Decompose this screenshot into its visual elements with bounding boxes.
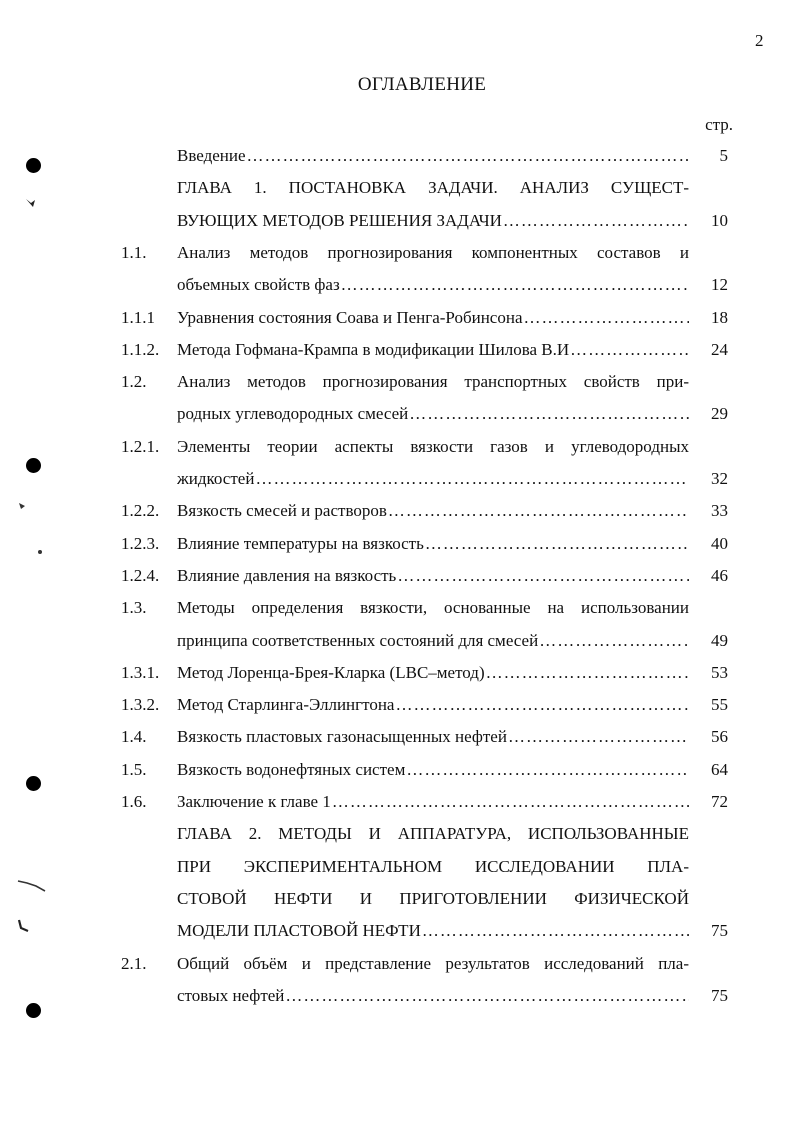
toc-entry-title: ГЛАВА 1. ПОСТАНОВКА ЗАДАЧИ. АНАЛИЗ СУЩЕСТ- — [177, 178, 689, 198]
toc-entry-title: Общий объём и представление результатов исследований пла- — [177, 953, 689, 973]
toc-section-number: 1.2. — [121, 372, 147, 392]
toc-entry-title: родных углеводородных смесей ………………………………………………………………………………………………………………………………………………………………… — [177, 402, 689, 426]
toc-page-number: 12 — [711, 275, 728, 295]
toc-entry-line — [0, 241, 796, 265]
toc-entry-line — [0, 564, 796, 588]
toc-dot-leader — [409, 402, 689, 426]
toc-entry-line — [0, 855, 796, 879]
toc-entry-title: принципа соответственных состояний для смесей ………………………………………………………………………………………………………………………………………………………………… — [177, 629, 689, 653]
toc-entry-line — [0, 370, 796, 394]
toc-dot-leader — [332, 790, 689, 814]
toc-page-number: 72 — [711, 792, 728, 811]
page-title: ОГЛАВЛЕНИЕ — [357, 74, 487, 95]
toc-section-number: 1.3.1. — [121, 662, 160, 682]
toc-section-number: 2.1. — [121, 953, 147, 973]
toc-entry-line — [0, 499, 796, 523]
toc-page-number: 56 — [711, 727, 728, 747]
toc-entry-line — [0, 758, 796, 782]
toc-entry-line — [0, 306, 796, 330]
toc-section-number: 1.2.1. — [121, 436, 160, 456]
toc-entry-title: жидкостей ………………………………………………………………………………………………………………………………………………………………… — [177, 467, 689, 491]
toc-dot-leader — [388, 499, 689, 523]
page-number: 2 — [755, 31, 764, 50]
toc-dot-leader — [503, 209, 689, 233]
toc-entry-title: Вязкость смесей и растворов ………………………………………………………………………………………………………………………………………………………………… — [177, 499, 689, 523]
toc-page-number: 53 — [711, 662, 728, 682]
toc-entry-line — [0, 919, 796, 943]
toc-section-number: 1.1.1 — [121, 307, 155, 327]
toc-entry-line — [0, 887, 796, 911]
toc-section-number: 1.2.3. — [121, 533, 160, 553]
toc-entry-line — [0, 176, 796, 200]
page-column-header: стр. — [705, 115, 733, 134]
toc-entry-line — [0, 209, 796, 233]
toc-entry-line — [0, 661, 796, 685]
scan-speck-mark — [36, 548, 44, 556]
toc-entry-title: Вязкость пластовых газонасыщенных нефтей ………………………………………………………………………………………………………………………………………………………………… — [177, 725, 689, 749]
toc-page-number: 5 — [719, 146, 728, 165]
toc-dot-leader — [341, 273, 689, 297]
toc-entry-line — [0, 822, 796, 846]
toc-entry-title: СТОВОЙ НЕФТИ И ПРИГОТОВЛЕНИИ ФИЗИЧЕСКОЙ — [177, 888, 689, 908]
toc-section-number: 1.3. — [121, 598, 147, 618]
toc-entry-title: Влияние давления на вязкость ………………………………………………………………………………………………………………………………………………………………… — [177, 564, 689, 588]
punch-hole-mark — [26, 458, 41, 473]
toc-entry-title: объемных свойств фаз ………………………………………………………………………………………………………………………………………………………………… — [177, 273, 689, 297]
punch-hole-mark — [26, 1003, 41, 1018]
toc-dot-leader — [285, 984, 689, 1008]
toc-page-number: 29 — [711, 404, 728, 424]
toc-page-number: 32 — [711, 469, 728, 488]
toc-dot-leader — [539, 629, 689, 653]
toc-page-number: 24 — [711, 339, 728, 359]
toc-entry-title: Заключение к главе 1 ………………………………………………………………………………………………………………………………………………………………… — [177, 790, 689, 814]
toc-entry-title: стовых нефтей ………………………………………………………………………………………………………………………………………………………………… — [177, 984, 689, 1008]
toc-entry-line — [0, 629, 796, 653]
toc-entry-line — [0, 402, 796, 426]
toc-page-number: 75 — [711, 985, 728, 1005]
toc-section-number: 1.1. — [121, 242, 147, 262]
toc-dot-leader — [422, 919, 689, 943]
toc-entry-title: Элементы теории аспекты вязкости газов и углеводородных — [177, 436, 689, 456]
toc-entry-title: Вязкость водонефтяных систем ………………………………………………………………………………………………………………………………………………………………… — [177, 758, 689, 782]
toc-dot-leader — [508, 725, 689, 749]
toc-page-number: 64 — [711, 759, 728, 779]
toc-page-number: 33 — [711, 501, 728, 521]
toc-dot-leader — [570, 338, 689, 362]
toc-entry-line — [0, 725, 796, 749]
toc-page-number: 18 — [711, 307, 728, 327]
toc-entry-line — [0, 693, 796, 717]
toc-dot-leader — [486, 661, 689, 685]
toc-entry-title: ПРИ ЭКСПЕРИМЕНТАЛЬНОМ ИССЛЕДОВАНИИ ПЛА- — [177, 856, 689, 876]
toc-section-number: 1.4. — [121, 727, 147, 747]
toc-dot-leader — [397, 564, 689, 588]
toc-entry-title: ГЛАВА 2. МЕТОДЫ И АППАРАТУРА, ИСПОЛЬЗОВАННЫЕ — [177, 824, 689, 844]
toc-entry-title: Уравнения состояния Соава и Пенга-Робинсона ………………………………………………………………………………………………………………………………………………………………… — [177, 306, 689, 330]
toc-entry-line — [0, 435, 796, 459]
toc-dot-leader — [425, 532, 689, 556]
scan-speck-mark — [17, 500, 31, 512]
toc-entry-title: Метод Лоренца-Брея-Кларка (LBC–метод) ………………………………………………………………………………………………………………………………………………………………… — [177, 661, 689, 685]
toc-entry-line — [0, 984, 796, 1008]
toc-entry-line — [0, 338, 796, 362]
toc-entry-line — [0, 532, 796, 556]
toc-page-number: 75 — [711, 921, 728, 941]
punch-hole-mark — [26, 158, 41, 173]
scan-speck-mark — [17, 878, 47, 894]
toc-page-number: 40 — [711, 533, 728, 553]
toc-page-number: 49 — [711, 630, 728, 650]
toc-dot-leader — [406, 758, 689, 782]
toc-entry-line — [0, 596, 796, 620]
scan-speck-mark — [25, 196, 39, 210]
toc-entry-title: Анализ методов прогнозирования компонентных составов и — [177, 242, 689, 262]
toc-entry-line — [0, 144, 796, 168]
toc-entry-line — [0, 790, 796, 814]
toc-entry-title: Анализ методов прогнозирования транспортных свойств при- — [177, 372, 689, 392]
toc-section-number: 1.3.2. — [121, 695, 160, 715]
toc-entry-title: Влияние температуры на вязкость ………………………………………………………………………………………………………………………………………………………………… — [177, 532, 689, 556]
toc-page-number: 55 — [711, 695, 728, 715]
toc-section-number: 1.6. — [121, 792, 147, 811]
toc-entry-line — [0, 467, 796, 491]
toc-entry-title: Введение ………………………………………………………………………………………………………………………………………………………………… — [177, 144, 689, 168]
toc-entry-title: Метод Старлинга-Эллингтона ………………………………………………………………………………………………………………………………………………………………… — [177, 693, 689, 717]
punch-hole-mark — [26, 776, 41, 791]
toc-dot-leader — [255, 467, 689, 491]
toc-entry-title: ВУЮЩИХ МЕТОДОВ РЕШЕНИЯ ЗАДАЧИ ………………………………………………………………………………………………………………………………………………………………… — [177, 209, 689, 233]
toc-section-number: 1.2.4. — [121, 565, 160, 585]
toc-section-number: 1.5. — [121, 759, 147, 779]
toc-page-number: 46 — [711, 565, 728, 585]
toc-section-number: 1.2.2. — [121, 501, 160, 521]
toc-entry-title: МОДЕЛИ ПЛАСТОВОЙ НЕФТИ ………………………………………………………………………………………………………………………………………………………………… — [177, 919, 689, 943]
scan-speck-mark — [17, 918, 31, 934]
toc-page-number: 10 — [711, 210, 728, 230]
toc-entry-title: Методы определения вязкости, основанные на использовании — [177, 598, 689, 618]
toc-entry-title: Метода Гофмана-Крампа в модификации Шилова В.И ………………………………………………………………………………………………………………………………………………………………… — [177, 338, 689, 362]
toc-dot-leader — [524, 306, 690, 330]
toc-entry-line — [0, 273, 796, 297]
toc-section-number: 1.1.2. — [121, 339, 160, 359]
toc-dot-leader — [247, 144, 689, 168]
toc-dot-leader — [395, 693, 689, 717]
toc-entry-line — [0, 952, 796, 976]
